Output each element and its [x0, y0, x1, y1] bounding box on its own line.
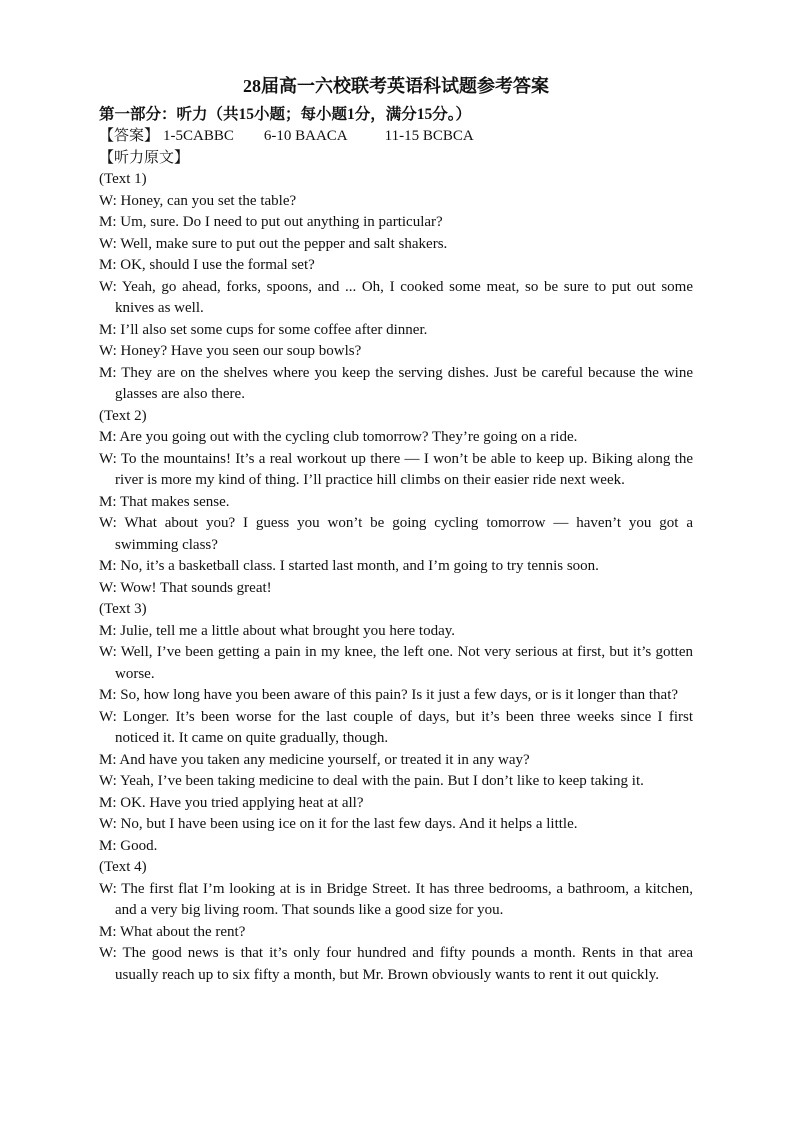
dialogue-line: W: Longer. It’s been worse for the last couple of days, but it’s been three weeks since I first noticed it. It came on quite gradually, though.	[99, 708, 693, 746]
dialogue-line: M: Are you going out with the cycling club tomorrow? They’re going on a ride.	[99, 429, 578, 445]
text-section-label: (Text 2)	[99, 407, 147, 424]
dialogue-line: M: That makes sense.	[99, 493, 230, 510]
dialogue-line: M: No, it’s a basketball class. I started last month, and I’m going to try tennis soon.	[99, 558, 599, 574]
dialogue-line: M: So, how long have you been aware of this pain? Is it just a few days, or is it longer than that?	[99, 687, 679, 703]
answer-group-1-5: 1-5CABBC	[163, 128, 234, 144]
dialogue-line: M: Um, sure. Do I need to put out anything in particular?	[99, 214, 443, 230]
answer-group-6-10: 6-10 BAACA	[263, 128, 348, 144]
dialogue-line: W: What about you? I guess you won’t be going cycling tomorrow — haven’t you got a swimming class?	[99, 515, 693, 553]
transcript-heading: 【听力原文】	[99, 149, 190, 166]
dialogue-line: W: Yeah, I’ve been taking medicine to deal with the pain. But I don’t like to keep taking it.	[99, 773, 644, 789]
dialogue-line: M: And have you taken any medicine yourself, or treated it in any way?	[99, 751, 530, 768]
answer-group-11-15: 11-15 BCBCA	[384, 128, 474, 144]
answers-line	[99, 126, 693, 148]
document-page	[99, 74, 693, 986]
dialogue-line: W: Well, make sure to put out the pepper and salt shakers.	[99, 235, 448, 252]
text-section-label: (Text 4)	[99, 859, 147, 875]
text-section-label: (Text 1)	[99, 171, 147, 187]
dialogue-line: M: OK, should I use the formal set?	[99, 257, 315, 273]
dialogue-line: M: What about the rent?	[99, 923, 246, 940]
dialogue-line: W: No, but I have been using ice on it for the last few days. And it helps a little.	[99, 816, 578, 832]
dialogue-line: W: Honey, can you set the table?	[99, 192, 297, 209]
dialogue-line: M: They are on the shelves where you keep the serving dishes. Just be careful because the wine glasses are also there.	[99, 364, 693, 402]
answers-label: 【答案】	[99, 128, 160, 144]
dialogue-line: M: I’ll also set some cups for some coffee after dinner.	[99, 321, 428, 338]
transcript	[99, 169, 693, 986]
dialogue-line: W: Well, I’ve been getting a pain in my knee, the left one. Not very serious at first, but it’s gotten worse.	[99, 644, 693, 682]
dialogue-line: M: Good.	[99, 837, 158, 854]
dialogue-line: M: Julie, tell me a little about what brought you here today.	[99, 622, 456, 639]
dialogue-line: W: Yeah, go ahead, forks, spoons, and ... Oh, I cooked some meat, so be sure to put out some knives as well.	[99, 278, 693, 316]
dialogue-line: M: OK. Have you tried applying heat at all?	[99, 794, 364, 811]
dialogue-line: W: The good news is that it’s only four hundred and fifty pounds a month. Rents in that area usually reach up to six fifty a month, but Mr. Brown obviously wants to rent it out quickly.	[99, 945, 693, 983]
section-heading: 第一部分：听力（共15小题；每小题1分，满分15分。）	[99, 106, 472, 123]
text-section-label: (Text 3)	[99, 601, 147, 617]
dialogue-line: W: Wow! That sounds great!	[99, 579, 272, 596]
dialogue-line: W: To the mountains! It’s a real workout up there — I won’t be able to keep up. Biking along the river is more my kind of thing. I’ll practice hill climbs on their easier ride next week.	[99, 450, 693, 488]
dialogue-line: W: The first flat I’m looking at is in Bridge Street. It has three bedrooms, a bathroom, a kitchen, and a very big living room. That sounds like a good size for you.	[99, 880, 693, 918]
page-title: 28届高一六校联考英语科试题参考答案	[243, 76, 549, 96]
dialogue-line: W: Honey? Have you seen our soup bowls?	[99, 343, 362, 359]
